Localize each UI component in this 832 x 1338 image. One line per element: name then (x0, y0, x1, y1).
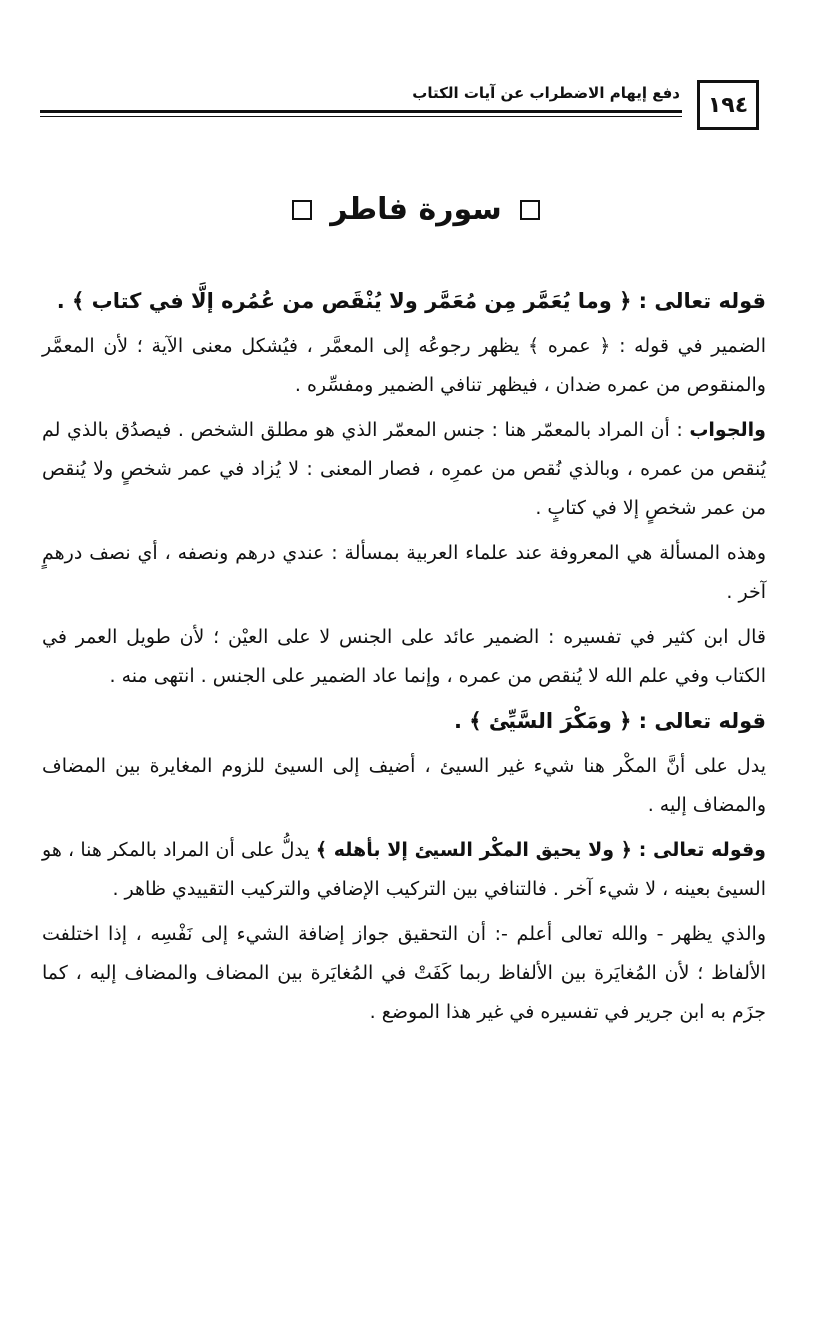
paragraph-4: قال ابن كثير في تفسيره : الضمير عائد على الجنس لا على العيْن ؛ لأن طويل العمر في الكتاب وفي علم الله لا يُنقص من عمره ، وإنما عاد الضمير على الجنس . انتهى منه . (42, 626, 766, 687)
surah-title: سورة فاطر (330, 192, 502, 227)
verse-quote: وقوله تعالى : ﴿ ولا يحيق المكْر السيئ إلا بأهله ﴾ (315, 839, 766, 861)
page-body (42, 282, 766, 1032)
paragraph-1: الضمير في قوله : ﴿ عمره ﴾ يظهر رجوعُه إلى المعمَّر ، فيُشكل معنى الآية ؛ لأن المعمَّر والمنقوص من عمره ضدان ، فيظهر تنافي الضمير ومفسِّره . (42, 335, 766, 396)
page-number: ١٩٤ (697, 80, 759, 130)
paragraph-3: وهذه المسألة هي المعروفة عند علماء العربية بمسألة : عندي درهم ونصفه ، أي نصف درهمٍ آخر . (42, 542, 766, 603)
verse-heading-1: قوله تعالى : ﴿ وما يُعَمَّر مِن مُعَمَّر ولا يُنْقَص من عُمُره إلَّا في كتاب ﴾ . (56, 289, 766, 313)
answer-lead: والجواب (689, 419, 766, 441)
paragraph-2-text: : أن المراد بالمعمّر هنا : جنس المعمّر الذي هو مطلق الشخص . فيصدُق بالذي لم يُنقص من عمره ، وبالذي نُقص من عمرِه ، فصار المعنى : لا يُزاد في عمر شخصٍ ولا يُنقص من عمر شخصٍ إلا في كتابٍ . (42, 419, 766, 519)
square-ornament-icon (520, 200, 540, 220)
paragraph-6-text: يدلُّ على أن المراد بالمكر هنا ، هو السيئ بعينه ، لا شيء آخر . فالتنافي بين التركيب الإضافي والتركيب التقييدي ظاهر . (42, 839, 766, 900)
square-ornament-icon (292, 200, 312, 220)
surah-heading (0, 192, 832, 227)
running-title: دفع إيهام الاضطراب عن آيات الكتاب (412, 84, 680, 102)
header-rule-thick (40, 110, 682, 113)
verse-heading-2: قوله تعالى : ﴿ ومَكْرَ السَّيِّئ ﴾ . (453, 709, 766, 733)
paragraph-5: يدل على أنَّ المكْر هنا شيء غير السيئ ، أضيف إلى السيئ للزوم المغايرة بين المضاف والمضاف إليه . (42, 755, 766, 816)
paragraph-2 (42, 411, 766, 528)
header-rule-thin (40, 116, 682, 117)
paragraph-6 (42, 831, 766, 909)
paragraph-7: والذي يظهر - والله تعالى أعلم -: أن التحقيق جواز إضافة الشيء إلى نَفْسِه ، إذا اختلفت الألفاظ ؛ لأن المُغايَرة بين الألفاظ ربما كَفَتْ في المُغايَرة بين المضاف والمضاف إليه ، كما جزَم به ابن جرير في تفسيره في غير هذا الموضع . (42, 923, 766, 1023)
